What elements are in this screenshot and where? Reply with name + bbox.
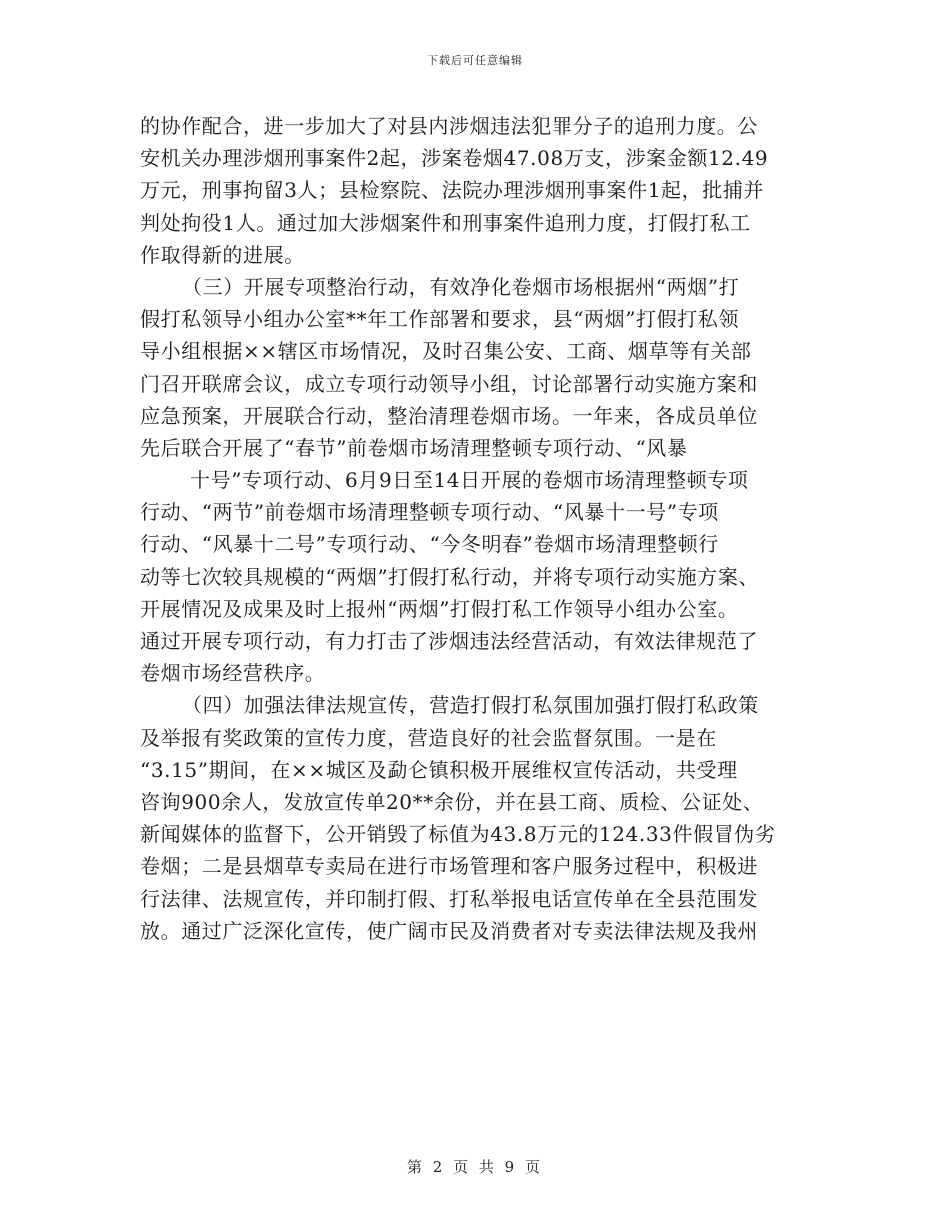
text-line: 应急预案，开展联合行动，整治清理卷烟市场。一年来，各成员单位 [140, 403, 758, 428]
text-line: 通过开展专项行动，有力打击了涉烟违法经营活动，有效法律规范了 [140, 629, 758, 653]
text-line: 行动、“两节”前卷烟市场清理整顿专项行动、“风暴十一号”专项 [140, 500, 719, 525]
text-line: 十号”专项行动、6月9日至14日开展的卷烟市场清理整顿专项 [190, 468, 749, 493]
text-line: 假打私领导小组办公室**年工作部署和要求，县“两烟”打假打私领 [140, 307, 740, 332]
text-line: 开展情况及成果及时上报州“两烟”打假打私工作领导小组办公室。 [140, 596, 739, 621]
text-line: 万元，刑事拘留3人；县检察院、法院办理涉烟刑事案件1起，批捕并 [140, 178, 765, 203]
text-line: 门召开联席会议，成立专项行动领导小组，讨论部署行动实施方案和 [140, 371, 758, 396]
text-line: 卷烟；二是县烟草专卖局在进行市场管理和客户服务过程中，积极进 [140, 854, 758, 879]
paragraph-heading-four: （四）加强法律法规宣传，营造打假打私氛围加强打假打私政策 [182, 693, 759, 718]
text-line: 安机关办理涉烟刑事案件2起，涉案卷烟47.08万支，涉案金额12.49 [140, 146, 769, 171]
document-body [140, 110, 812, 947]
page-header: 下载后可任意编辑 [427, 54, 523, 67]
text-line: 咨询900余人，发放宣传单20**余份，并在县工商、质检、公证处、 [140, 789, 764, 814]
text-line: 行法律、法规宣传，并印制打假、打私举报电话宣传单在全县范围发 [140, 886, 758, 911]
text-line: 卷烟市场经营秩序。 [140, 661, 326, 686]
page-number: 第 2 页 共 9 页 [407, 1158, 543, 1176]
text-line: 行动、“风暴十二号”专项行动、“今冬明春”卷烟市场清理整顿行 [140, 532, 719, 557]
text-line: 放。通过广泛深化宣传，使广阔市民及消费者对专卖法律法规及我州 [140, 918, 758, 943]
text-line: 导小组根据××辖区市场情况，及时召集公安、工商、烟草等有关部 [140, 339, 752, 364]
text-line: 作取得新的进展。 [140, 242, 305, 267]
text-line: 的协作配合，进一步加大了对县内涉烟违法犯罪分子的追刑力度。公 [140, 114, 758, 138]
text-line: 动等七次较具规模的“两烟”打假打私行动，并将专项行动实施方案、 [140, 564, 760, 589]
text-line: 判处拘役1人。通过加大涉烟案件和刑事案件追刑力度，打假打私工 [140, 210, 751, 235]
text-line: “3.15”期间，在××城区及勐仑镇积极开展维权宣传活动，共受理 [140, 757, 738, 782]
text-line: 新闻媒体的监督下，公开销毁了标值为43.8万元的124.33件假冒伪劣 [140, 822, 776, 847]
paragraph-heading-three: （三）开展专项整治行动，有效净化卷烟市场根据州“两烟”打 [182, 274, 740, 299]
text-line: 先后联合开展了“春节”前卷烟市场清理整顿专项行动、“风暴 [140, 435, 688, 460]
text-line: 及举报有奖政策的宣传力度，营造良好的社会监督氛围。一是在 [140, 725, 717, 750]
